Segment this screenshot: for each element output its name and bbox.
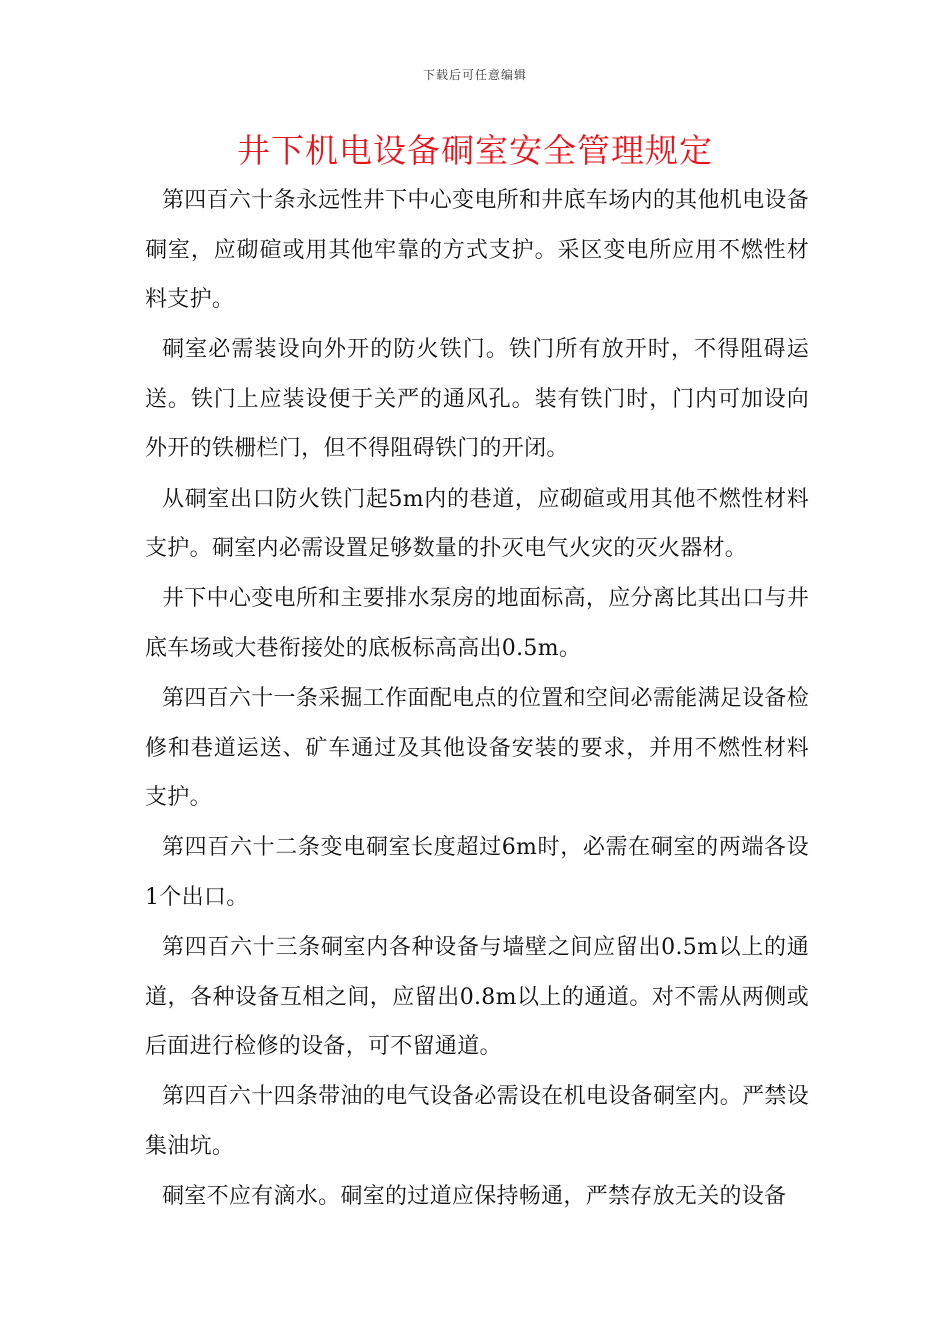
document-title: 井下机电设备硐室安全管理规定 bbox=[237, 131, 713, 170]
paragraph-3: 从硐室出口防火铁门起5m内的巷道，应砌碹或用其他不燃性材料支护。硐室内必需设置足够数量的扑灭电气火灾的灭火器材。 bbox=[145, 486, 809, 562]
paragraph-7: 第四百六十三条硐室内各种设备与墙壁之间应留出0.5m以上的通道，各种设备互相之间，应留出0.8m以上的通道。对不需从两侧或后面进行检修的设备，可不留通道。 bbox=[145, 934, 809, 1060]
paragraph-4: 井下中心变电所和主要排水泵房的地面标高，应分离比其出口与井底车场或大巷衔接处的底板标高高出0.5m。 bbox=[145, 586, 809, 661]
document-body bbox=[145, 176, 809, 1222]
paragraph-6: 第四百六十二条变电硐室长度超过6m时，必需在硐室的两端各设1个出口。 bbox=[145, 835, 809, 910]
paragraph-8: 第四百六十四条带油的电气设备必需设在机电设备硐室内。严禁设集油坑。 bbox=[145, 1084, 809, 1159]
paragraph-1: 第四百六十条永远性井下中心变电所和井底车场内的其他机电设备硐室，应砌碹或用其他牢靠的方式支护。采区变电所应用不燃性材料支护。 bbox=[145, 188, 809, 313]
header-note: 下载后可任意编辑 bbox=[422, 68, 527, 82]
paragraph-2: 硐室必需装设向外开的防火铁门。铁门所有放开时，不得阻碍运送。铁门上应装设便于关严的通风孔。装有铁门时，门内可加设向外开的铁栅栏门，但不得阻碍铁门的开闭。 bbox=[145, 337, 809, 462]
paragraph-9: 硐室不应有滴水。硐室的过道应保持畅通，严禁存放无关的设备 bbox=[162, 1183, 787, 1209]
paragraph-5: 第四百六十一条采掘工作面配电点的位置和空间必需能满足设备检修和巷道运送、矿车通过及其他设备安装的要求，并用不燃性材料支护。 bbox=[145, 685, 809, 811]
